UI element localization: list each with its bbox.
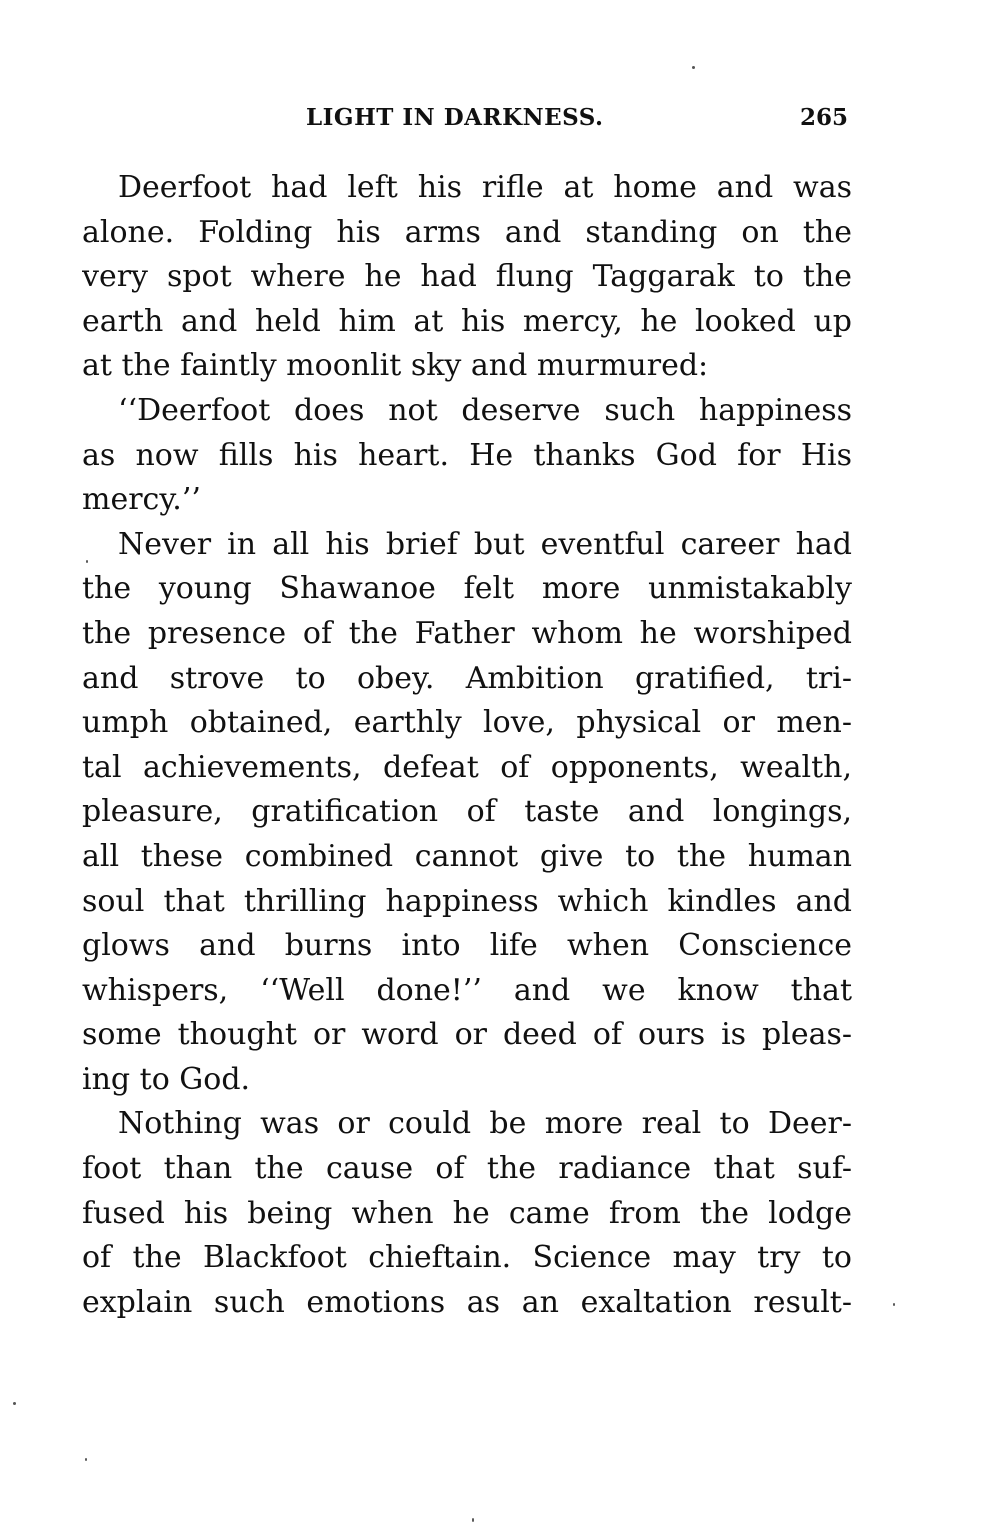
scan-speck [692,66,695,69]
text-line: alone. Folding his arms and standing on the [82,214,852,250]
text-line: mercy.’’ [82,482,201,518]
text-line: Deerfoot had left his rifle at home and was [118,170,852,205]
text-line: at the faintly moonlit sky and murmured: [82,348,709,384]
text-line: glows and burns into life when Conscience [82,928,852,964]
text-line: Nothing was or could be more real to Deer- [118,1106,852,1142]
text-line: ‘‘Deerfoot does not deserve such happiness [118,392,852,428]
scan-speck [472,1518,474,1522]
paragraph [82,389,852,523]
text-line: ing to God. [82,1061,251,1097]
text-line: as now fills his heart. He thanks God for His [82,437,852,473]
text-line: and strove to obey. Ambition gratified, tri- [82,660,852,696]
scan-speck [85,1458,87,1461]
text-line: tal achievements, defeat of opponents, wealth, [82,749,852,785]
paragraph [82,523,852,1103]
text-line: the young Shawanoe felt more unmistakably [82,571,852,607]
text-line: earth and held him at his mercy, he looked up [82,303,852,339]
running-title: LIGHT IN DARKNESS. [306,104,604,131]
paragraph [82,1102,852,1325]
text-line: of the Blackfoot chieftain. Science may try to [82,1240,852,1276]
scan-speck [13,1402,16,1405]
text-line: all these combined cannot give to the human [82,838,852,874]
text-line: umph obtained, earthly love, physical or men- [82,705,852,741]
running-head [82,104,852,138]
text-line: soul that thrilling happiness which kindles and [82,883,852,919]
scan-speck [893,1303,895,1306]
text-line: the presence of the Father whom he worshiped [82,615,852,651]
body-text [82,166,852,1325]
text-line: some thought or word or deed of ours is pleas- [82,1017,852,1053]
text-line: foot than the cause of the radiance that suf- [82,1151,852,1187]
text-line: very spot where he had flung Taggarak to the [82,259,852,295]
text-line: fused his being when he came from the lodge [82,1195,852,1231]
page-number: 265 [799,104,848,131]
text-line: pleasure, gratification of taste and longings, [82,794,852,830]
text-line: Never in all his brief but eventful career had [118,526,852,562]
scan-speck [86,560,88,563]
text-line: whispers, ‘‘Well done!’’ and we know that [82,972,852,1008]
text-line: explain such emotions as an exaltation result- [82,1284,852,1320]
paragraph [82,166,852,389]
